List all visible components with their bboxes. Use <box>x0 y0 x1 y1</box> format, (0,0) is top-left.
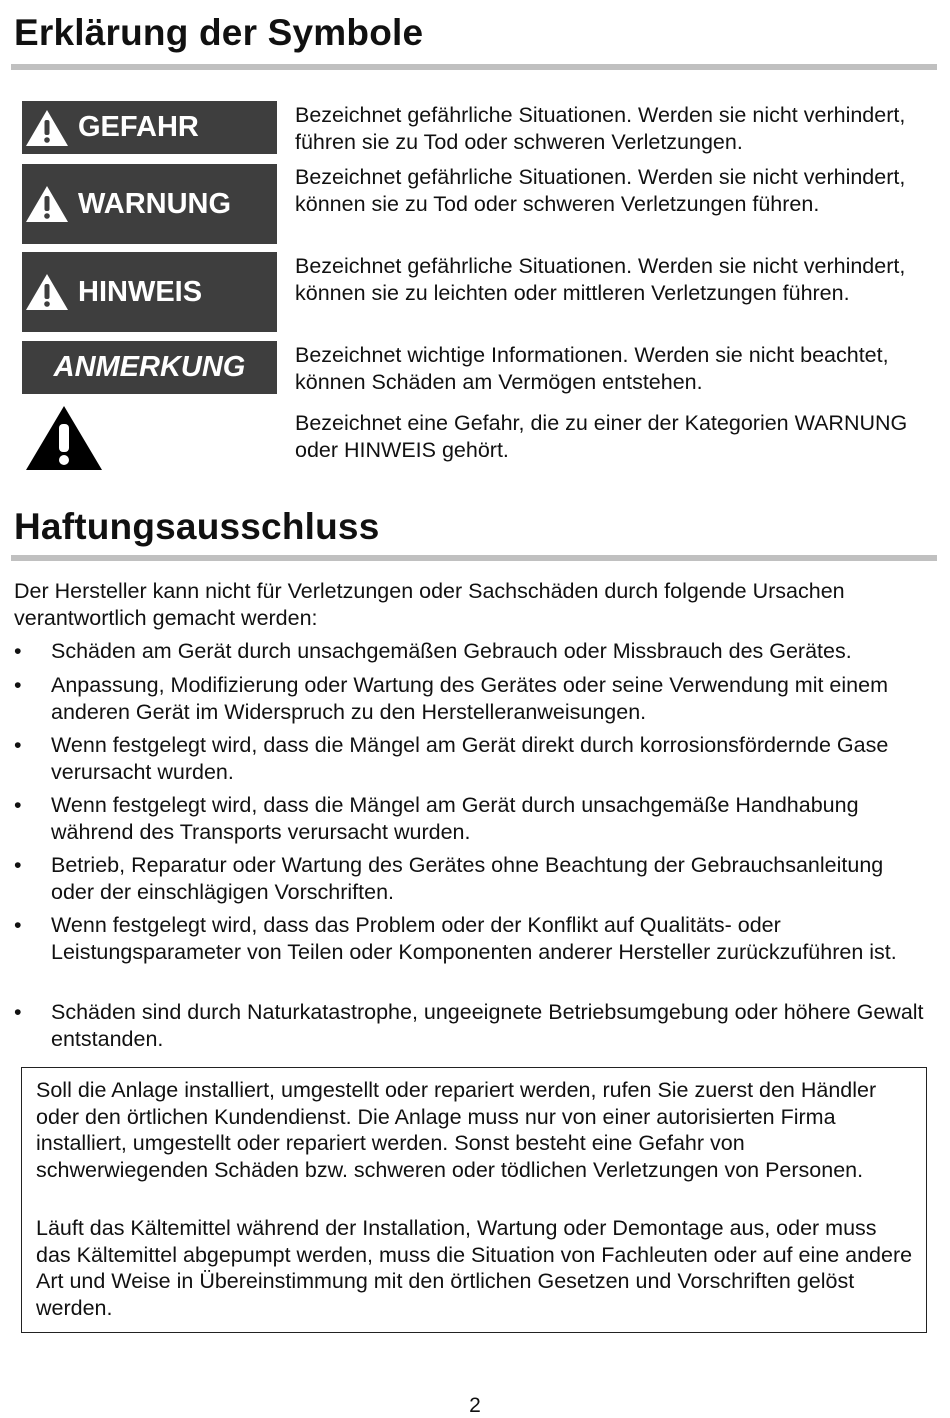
list-item-text: Wenn festgelegt wird, dass die Mängel am Gerät direkt durch korrosionsfördernde Gase verursacht wurden. <box>51 733 889 784</box>
list-item-text: Anpassung, Modifizierung oder Wartung des Gerätes oder seine Verwendung mit einem anderen Gerät im Widerspruch zu den Herstelleranweisungen. <box>51 673 888 724</box>
badge-label: WARNUNG <box>78 187 232 220</box>
badge-gefahr <box>22 101 277 154</box>
bullet-marker: • <box>14 793 22 817</box>
warning-triangle-icon <box>24 108 70 148</box>
page-number: 2 <box>469 1394 481 1417</box>
bullet-marker: • <box>14 1000 22 1024</box>
list-item-text: Schäden sind durch Naturkatastrophe, ungeeignete Betriebsumgebung oder höhere Gewalt entstanden. <box>51 1000 924 1051</box>
symbol-description-anmerkung: Bezeichnet wichtige Informationen. Werden sie nicht beachtet, können Schäden am Vermögen entstehen. <box>295 343 889 394</box>
list-item-text: Wenn festgelegt wird, dass das Problem oder der Konflikt auf Qualitäts- oder Leistungsparameter von Teilen oder Komponenten anderer Hersteller zurückzuführen ist. <box>51 913 897 964</box>
bullet-marker: • <box>14 639 22 663</box>
bullet-marker: • <box>14 853 22 877</box>
bullet-marker: • <box>14 673 22 697</box>
title-rule <box>11 555 937 561</box>
symbol-description-gefahr: Bezeichnet gefährliche Situationen. Werden sie nicht verhindert, führen sie zu Tod oder schweren Verletzungen. <box>295 103 906 154</box>
notice-paragraph: Läuft das Kältemittel während der Installation, Wartung oder Demontage aus, oder muss das Kältemittel abgepumpt werden, muss die Situation von Fachleuten oder auf eine andere Art und Weise in Übereinstimmung mit den örtlichen Gesetzen und Vorschriften gelöst werden. <box>36 1216 913 1320</box>
symbol-description-warning-triangle: Bezeichnet eine Gefahr, die zu einer der Kategorien WARNUNG oder HINWEIS gehört. <box>295 411 908 462</box>
section-title-disclaimer: Haftungsausschluss <box>14 506 380 547</box>
notice-paragraph: Soll die Anlage installiert, umgestellt oder repariert werden, rufen Sie zuerst den Händler oder den örtlichen Kundendienst. Die Anlage muss nur von einer autorisierten Firma installiert, umgestellt oder repariert werden. Sonst besteht eine Gefahr von schwerwiegenden Schäden bzw. schweren oder tödlichen Verletzungen von Personen. <box>36 1078 877 1182</box>
warning-triangle-icon <box>24 184 70 224</box>
section-title-symbols: Erklärung der Symbole <box>14 12 424 53</box>
list-item-text: Schäden am Gerät durch unsachgemäßen Gebrauch oder Missbrauch des Gerätes. <box>51 639 852 663</box>
badge-label: ANMERKUNG <box>53 351 246 383</box>
symbol-description-warnung: Bezeichnet gefährliche Situationen. Werden sie nicht verhindert, können sie zu Tod oder schweren Verletzungen führen. <box>295 165 906 216</box>
badge-hinweis <box>22 252 277 332</box>
bullet-marker: • <box>14 733 22 757</box>
badge-label: GEFAHR <box>78 111 199 143</box>
list-item-text: Wenn festgelegt wird, dass die Mängel am Gerät durch unsachgemäße Handhabung während des Transports verursacht wurden. <box>51 793 859 844</box>
installation-notice-box <box>21 1067 927 1333</box>
title-rule <box>11 64 937 70</box>
warning-triangle-icon <box>24 272 70 312</box>
large-warning-triangle-icon <box>24 404 104 472</box>
list-item-text: Betrieb, Reparatur oder Wartung des Gerätes ohne Beachtung der Gebrauchsanleitung oder der einschlägigen Vorschriften. <box>51 853 884 904</box>
bullet-marker: • <box>14 913 22 937</box>
badge-anmerkung <box>22 341 277 394</box>
badge-warnung <box>22 164 277 244</box>
badge-label: HINWEIS <box>78 275 203 308</box>
symbol-description-hinweis: Bezeichnet gefährliche Situationen. Werden sie nicht verhindert, können sie zu leichten oder mittleren Verletzungen führen. <box>295 254 906 305</box>
disclaimer-intro: Der Hersteller kann nicht für Verletzungen oder Sachschäden durch folgende Ursachen verantwortlich gemacht werden: <box>14 579 845 630</box>
